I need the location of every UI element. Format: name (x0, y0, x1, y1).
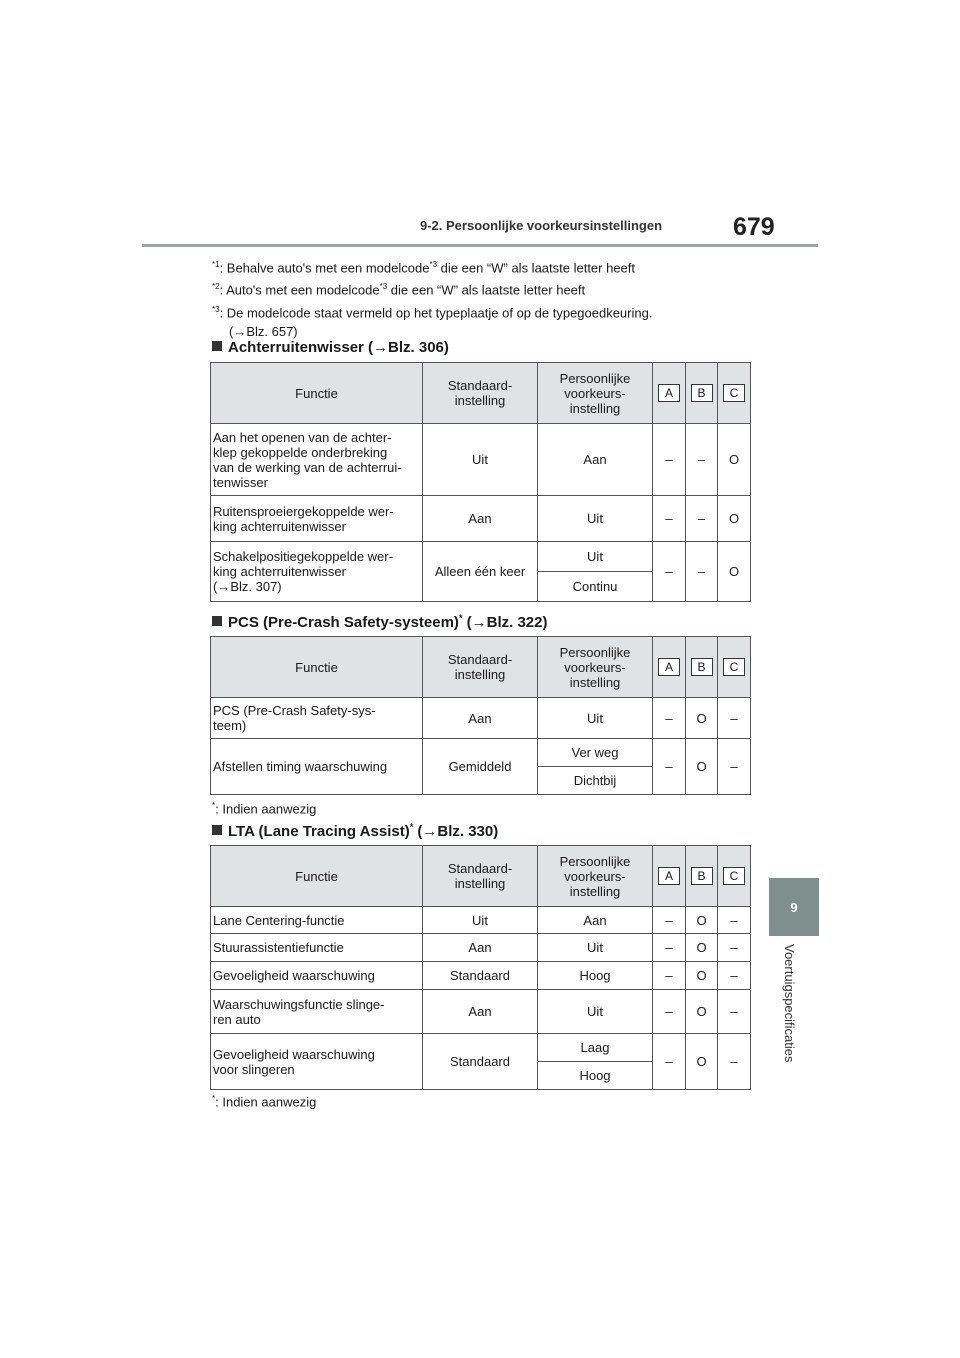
cell-custom: Continu (538, 572, 653, 602)
table-row (211, 1034, 751, 1062)
table-row (211, 962, 751, 990)
a-box-icon: A (658, 658, 680, 676)
cell-function: Gevoeligheid waarschuwing (211, 962, 423, 990)
cell-c: – (718, 739, 751, 795)
table-row (211, 496, 751, 542)
b-box-icon: B (691, 658, 713, 676)
col-header-custom: Persoonlijke voorkeurs- instelling (538, 637, 653, 698)
cell-default: Uit (423, 907, 538, 934)
cell-custom: Ver weg (538, 739, 653, 767)
section-title-pcs (212, 613, 547, 631)
cell-c: O (718, 542, 751, 602)
cell-custom: Uit (538, 990, 653, 1034)
a-box-icon: A (658, 867, 680, 885)
cell-custom: Hoog (538, 1062, 653, 1090)
cell-function: Aan het openen van de achter- klep gekoppelde onderbreking van de werking van de achterrui- tenwisser (211, 424, 423, 496)
cell-function: Gevoeligheid waarschuwing voor slingeren (211, 1034, 423, 1090)
col-header-c (718, 637, 751, 698)
footnote-ref: *3 (429, 260, 438, 269)
section-title-lta (212, 822, 498, 840)
col-header-custom: Persoonlijke voorkeurs- instelling (538, 846, 653, 907)
cell-a: – (653, 496, 686, 542)
cell-custom: Laag (538, 1034, 653, 1062)
cell-b: – (686, 424, 718, 496)
footnote-text: die een “W” als laatste letter heeft (387, 282, 586, 298)
section-title-link[interactable]: (→Blz. 330) (413, 823, 499, 840)
settings-table-rear-wiper (210, 362, 751, 602)
cell-function: Lane Centering-functie (211, 907, 423, 934)
cell-default: Standaard (423, 962, 538, 990)
footnote-text: : Auto's met een modelcode (219, 282, 380, 298)
col-header-b (686, 846, 718, 907)
cell-c: O (718, 424, 751, 496)
table-header-row (211, 637, 751, 698)
cell-default: Alleen één keer (423, 542, 538, 602)
settings-table-lta (210, 845, 751, 1090)
cell-custom: Uit (538, 542, 653, 572)
cell-custom: Uit (538, 496, 653, 542)
cell-a: – (653, 907, 686, 934)
footnote-text: : Indien aanwezig (215, 1094, 317, 1110)
b-box-icon: B (691, 384, 713, 402)
cell-a: – (653, 739, 686, 795)
header-rule (142, 244, 818, 247)
cell-custom: Uit (538, 698, 653, 739)
section-bullet-icon (212, 616, 222, 626)
cell-b: O (686, 990, 718, 1034)
cell-a: – (653, 542, 686, 602)
footnote-optional (212, 801, 316, 816)
chapter-label: Voertuigspecificaties (782, 944, 797, 1063)
table-row (211, 990, 751, 1034)
cell-b: O (686, 907, 718, 934)
footnote-optional (212, 1094, 316, 1109)
cell-function: Ruitensproeiergekoppelde wer- king achterruitenwisser (211, 496, 423, 542)
footnote-mark: * (212, 1094, 216, 1103)
col-header-function: Functie (211, 637, 423, 698)
footnote-2 (212, 279, 752, 298)
footnote-3-link[interactable]: (→Blz. 657) (229, 323, 298, 339)
col-header-b (686, 363, 718, 424)
cell-b: O (686, 1034, 718, 1090)
table-row (211, 739, 751, 767)
footnote-mark: * (212, 801, 216, 810)
col-header-c (718, 846, 751, 907)
chapter-tab[interactable]: 9 (769, 878, 819, 936)
cell-default: Aan (423, 496, 538, 542)
cell-c: – (718, 1034, 751, 1090)
cell-default: Gemiddeld (423, 739, 538, 795)
cell-function: Waarschuwingsfunctie slinge- ren auto (211, 990, 423, 1034)
cell-function: Schakelpositiegekoppelde wer- king achterruitenwisser (→Blz. 307) (211, 542, 423, 602)
cell-b: O (686, 962, 718, 990)
footnote-text: : Indien aanwezig (215, 801, 317, 817)
footnotes (212, 257, 752, 343)
col-header-a (653, 637, 686, 698)
col-header-function: Functie (211, 363, 423, 424)
cell-c: – (718, 962, 751, 990)
cell-c: – (718, 698, 751, 739)
cell-c: – (718, 990, 751, 1034)
table-row (211, 424, 751, 496)
cell-function: Afstellen timing waarschuwing (211, 739, 423, 795)
cell-b: O (686, 934, 718, 962)
cell-default: Aan (423, 990, 538, 1034)
col-header-function: Functie (211, 846, 423, 907)
table-row (211, 542, 751, 572)
cell-b: O (686, 698, 718, 739)
cell-custom: Aan (538, 424, 653, 496)
cell-a: – (653, 990, 686, 1034)
col-header-default: Standaard- instelling (423, 363, 538, 424)
cell-custom: Hoog (538, 962, 653, 990)
table-header-row (211, 846, 751, 907)
footnote-mark: *3 (212, 304, 220, 314)
footnote-ref: * (409, 822, 414, 832)
cell-b: O (686, 739, 718, 795)
a-box-icon: A (658, 384, 680, 402)
cell-c: – (718, 907, 751, 934)
table-row (211, 907, 751, 934)
footnote-text: : Behalve auto's met een modelcode (219, 260, 430, 276)
footnote-3 (212, 302, 752, 321)
col-header-c (718, 363, 751, 424)
section-title-text: Achterruitenwisser (→Blz. 306) (228, 339, 449, 356)
cell-a: – (653, 934, 686, 962)
section-title-text: LTA (Lane Tracing Assist) (228, 823, 410, 840)
footnote-mark: *1 (212, 260, 220, 269)
cell-a: – (653, 424, 686, 496)
table-header-row (211, 363, 751, 424)
section-title-link[interactable]: (→Blz. 322) (462, 614, 548, 631)
footnote-ref: * (458, 613, 463, 623)
c-box-icon: C (723, 658, 745, 676)
col-header-custom: Persoonlijke voorkeurs- instelling (538, 363, 653, 424)
table-row (211, 698, 751, 739)
cell-c: O (718, 496, 751, 542)
cell-custom: Aan (538, 907, 653, 934)
footnote-text: die een “W” als laatste letter heeft (437, 260, 636, 276)
cell-function: Stuurassistentiefunctie (211, 934, 423, 962)
col-header-default: Standaard- instelling (423, 846, 538, 907)
footnote-text: : De modelcode staat vermeld op het typeplaatje of op de typegoedkeuring. (219, 304, 653, 320)
cell-a: – (653, 698, 686, 739)
header-section-title: 9-2. Persoonlijke voorkeursinstellingen (420, 218, 663, 233)
col-header-a (653, 846, 686, 907)
section-bullet-icon (212, 341, 222, 351)
table-row (211, 934, 751, 962)
b-box-icon: B (691, 867, 713, 885)
cell-a: – (653, 962, 686, 990)
cell-a: – (653, 1034, 686, 1090)
cell-default: Standaard (423, 1034, 538, 1090)
cell-default: Aan (423, 698, 538, 739)
col-header-a (653, 363, 686, 424)
footnote-1 (212, 257, 752, 276)
cell-b: – (686, 542, 718, 602)
footnote-mark: *2 (212, 282, 220, 292)
cell-custom: Dichtbij (538, 767, 653, 795)
col-header-b (686, 637, 718, 698)
cell-c: – (718, 934, 751, 962)
cell-b: – (686, 496, 718, 542)
cell-function: PCS (Pre-Crash Safety-sys- teem) (211, 698, 423, 739)
settings-table-pcs (210, 636, 751, 795)
cell-default: Aan (423, 934, 538, 962)
cell-default: Uit (423, 424, 538, 496)
col-header-default: Standaard- instelling (423, 637, 538, 698)
footnote-ref: *3 (379, 282, 388, 292)
section-bullet-icon (212, 825, 222, 835)
c-box-icon: C (723, 384, 745, 402)
page-number: 679 (733, 213, 775, 241)
c-box-icon: C (723, 867, 745, 885)
section-title-rear-wiper (212, 339, 449, 356)
section-title-text: PCS (Pre-Crash Safety-systeem) (228, 614, 459, 631)
cell-custom: Uit (538, 934, 653, 962)
